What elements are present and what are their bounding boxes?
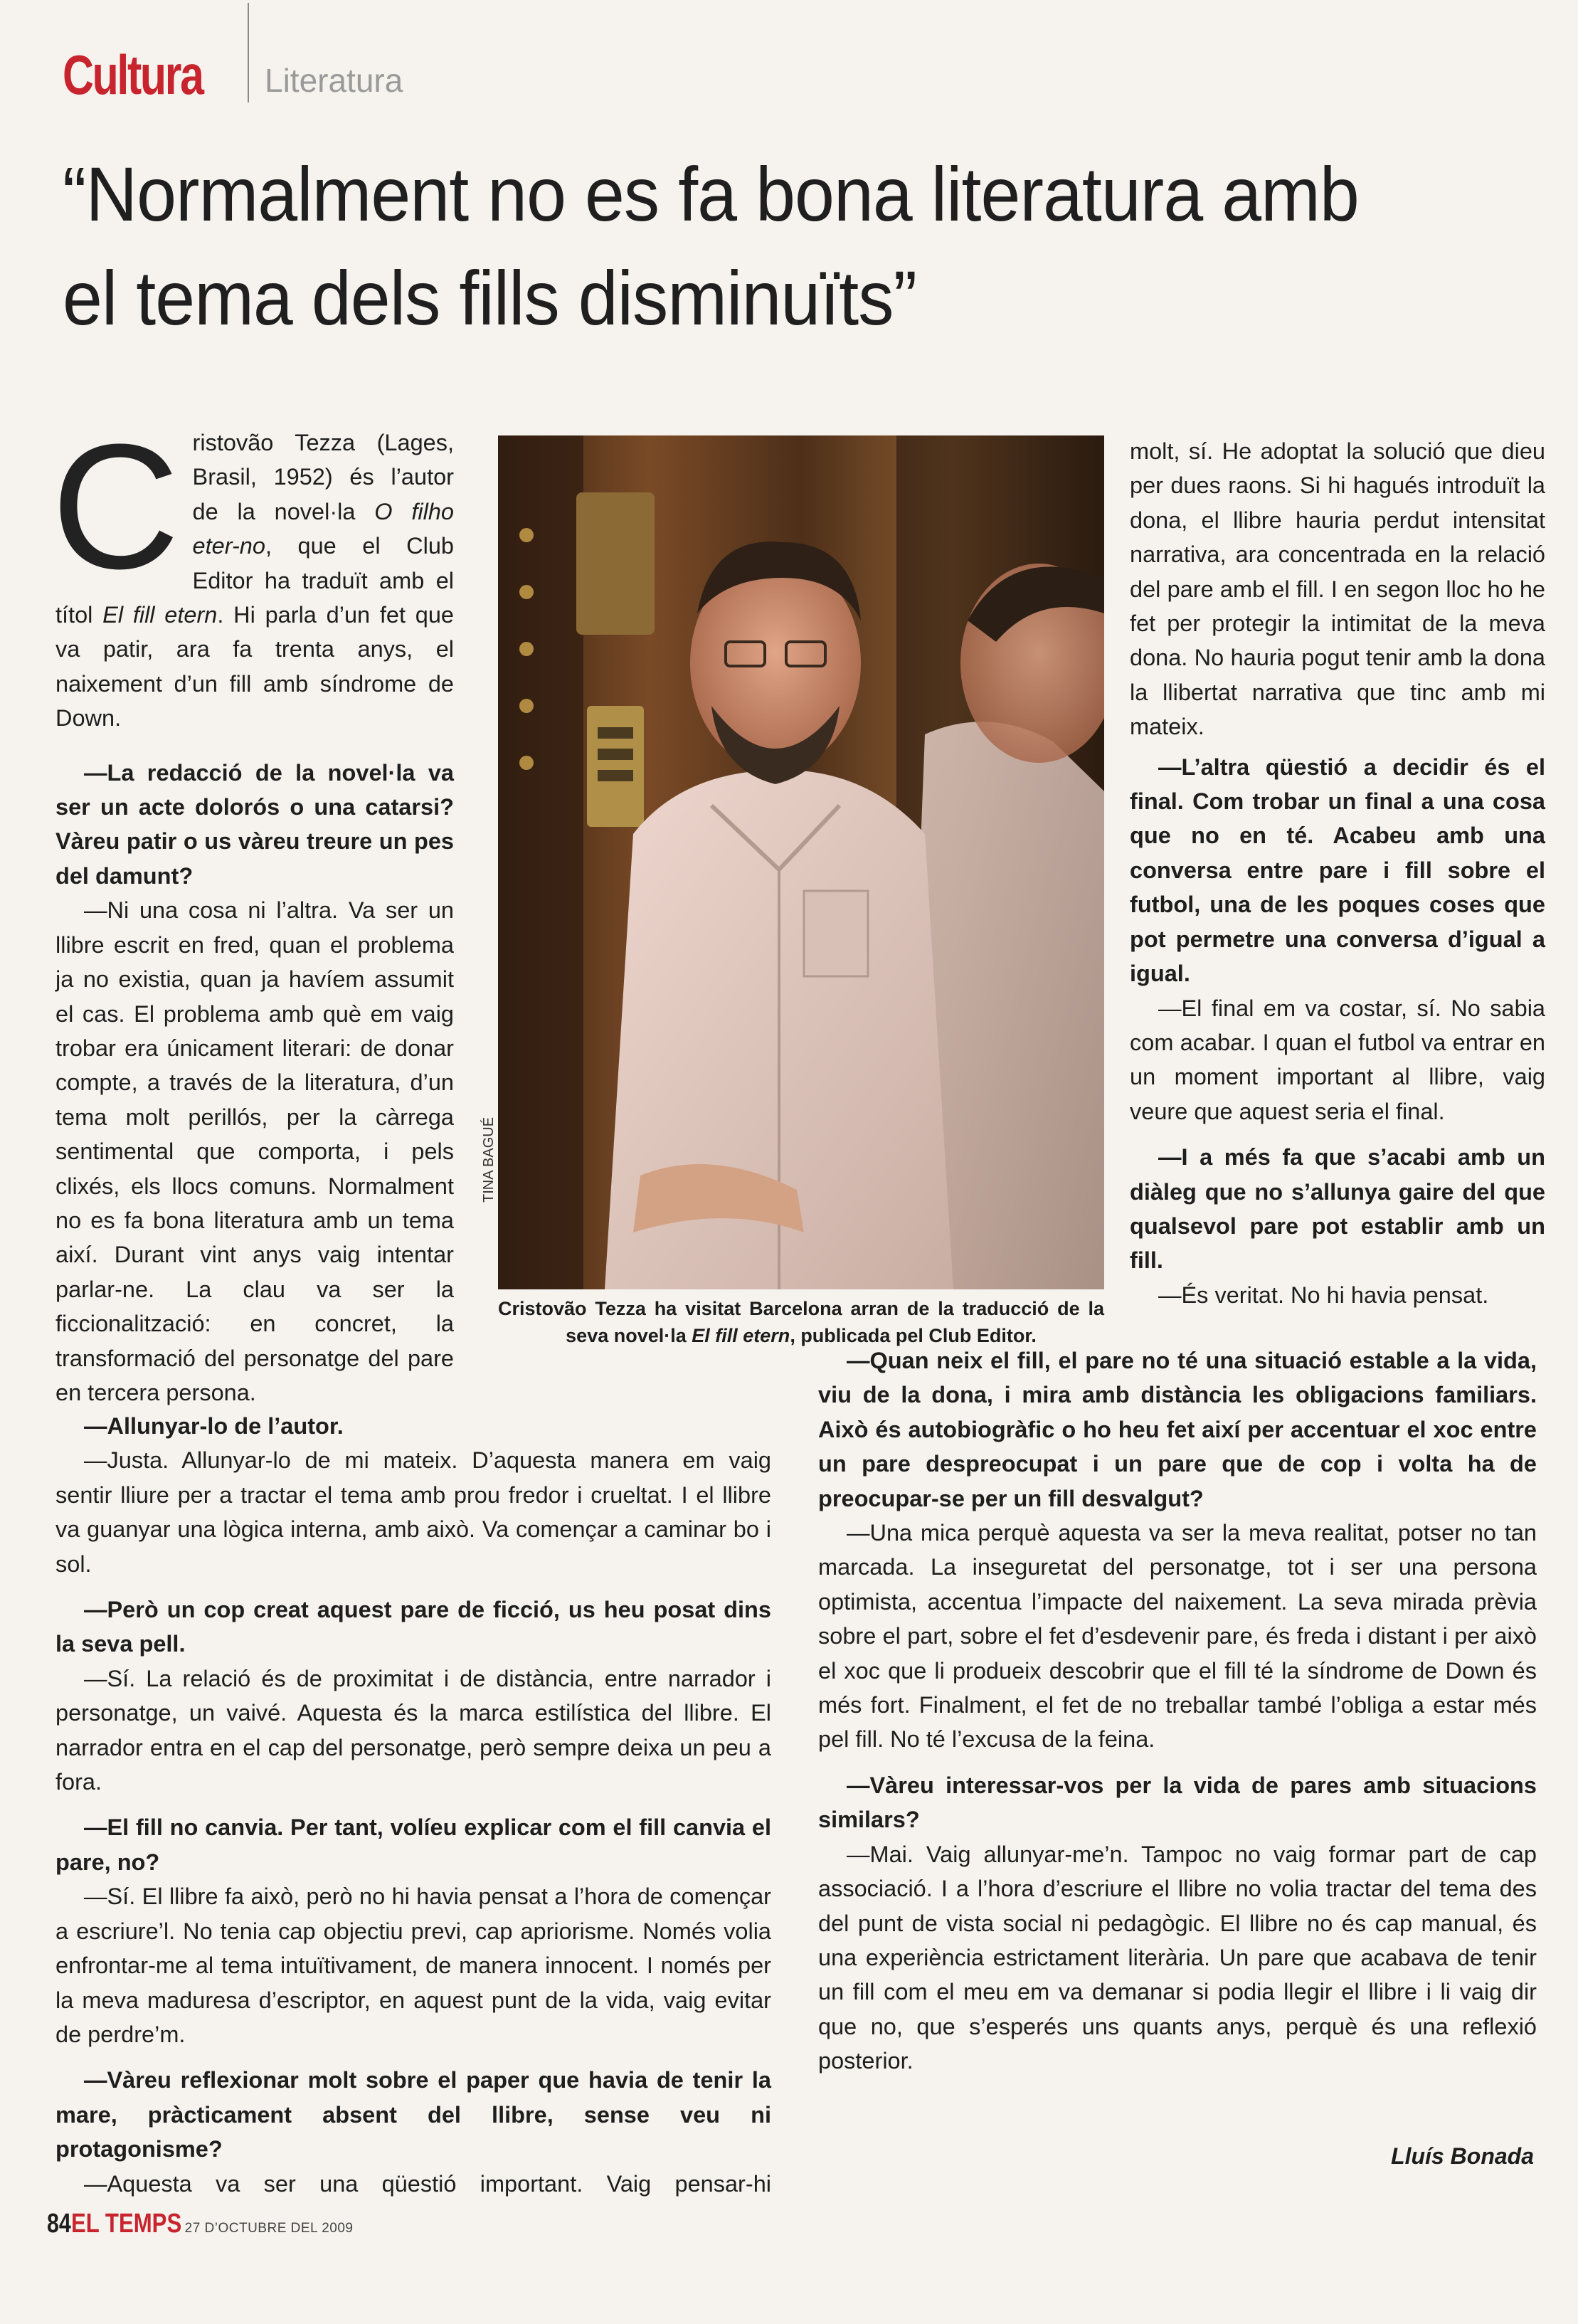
page-footer	[47, 2209, 353, 2239]
intro-paragraph: Cristovão Tezza (Lages, Brasil, 1952) és l’autor de la novel·la O filho eter-no, que el Club Editor ha traduït amb el títol El fill etern. Hi parla d’un fet que va patir, ara fa trenta anys, el naixement d’un fill amb síndrome de Down.	[51, 407, 454, 731]
magazine-name: EL TEMPS	[71, 2209, 182, 2239]
article-headline: “Normalment no es fa bona literatura amb el tema dels fills disminuïts”	[63, 151, 1359, 341]
drop-cap: C	[51, 407, 180, 606]
answer-7: —És veritat. No hi havia pensat.	[1158, 1282, 1489, 1308]
section-header	[63, 31, 403, 106]
answer-5-start: —Aquesta va ser una qüestió important. Vaig pensar-hi	[84, 2170, 771, 2197]
section-subsection: Literatura	[265, 62, 403, 99]
author-photo	[498, 435, 1104, 1289]
right-column-lower	[818, 1343, 1537, 2079]
answer-2: —Justa. Allunyar-lo de mi mateix. D’aquesta manera em vaig sentir lliure per a tractar el tema amb prou fredor i crueltat. I el llibre va guanyar una lògica interna, amb això. Va començar a caminar bo i sol.	[55, 1447, 771, 1577]
section-name: Cultura	[63, 43, 203, 106]
answer-4: —Sí. El llibre fa això, però no hi havia pensat a l’hora de començar a escriure’l. No tenia cap objectiu previ, cap apriorisme. Només volia enfrontar-me al tema intuïtivament, de manera innocent. I només per la meva maduresa d’escriptor, en aquest punt de la vida, vaig evitar de perdre’m.	[55, 1884, 771, 2047]
answer-9: —Mai. Vaig allunyar-me’n. Tampoc no vaig formar part de cap associació. I a l’hora d’escriure el llibre no volia tractar del tema des del punt de vista social ni pedagògic. El llibre no és cap manual, és una experiència estrictament literària. Un pare que acabava de tenir un fill com el meu em va demanar si podia llegir el llibre i li vaig dir que no, que s’esperés uns quants anys, perquè és una reflexió posterior.	[818, 1841, 1537, 2074]
question-2: —Allunyar-lo de l’autor.	[84, 1413, 344, 1439]
page-number: 84	[47, 2209, 71, 2239]
right-column	[1130, 434, 1545, 1312]
photo-illustration	[498, 435, 1104, 1289]
question-6: —L’altra qüestió a decidir és el final. Com trobar un final a una cosa que no en té. Acabeu amb una conversa entre pare i fill sobre el futbol, una de les poques coses que pot permetre una conversa d’igual a igual.	[1130, 754, 1545, 987]
question-7: —I a més fa que s’acabi amb un diàleg que no s’allunya gaire del que qualsevol pare pot establir amb un fill.	[1130, 1144, 1545, 1274]
question-4: —El fill no canvia. Per tant, volíeu explicar com el fill canvia el pare, no?	[55, 1815, 771, 1875]
photo-caption: Cristovão Tezza ha visitat Barcelona arran de la traducció de la seva novel·la El fill etern, publicada pel Club Editor.	[498, 1298, 1104, 1346]
answer-1: —Ni una cosa ni l’altra. Va ser un llibre escrit en fred, quan el problema ja no existia, quan ja havíem assumit el cas. El problema amb què em vaig trobar era únicament literari: de donar compte, a través de la literatura, d’un tema molt perillós, per la càrrega sentimental que comporta, i pels clixés, els llocs comuns. Normalment no es fa bona literatura amb un tema així. Durant vint anys vaig intentar parlar-ne. La clau va ser la ficcionalització: en concret, la transformació del personatge del pare en tercera persona.	[55, 897, 454, 1405]
section-divider	[248, 3, 249, 102]
left-column	[51, 407, 454, 1410]
question-1: —La redacció de la novel·la va ser un acte dolorós o una catarsi? Vàreu patir o us vàreu treure un pes del damunt?	[55, 759, 454, 889]
answer-3: —Sí. La relació és de proximitat i de distància, entre narrador i personatge, un vaivé. Aquesta és la marca estilística del llibre. El narrador entra en el cap del personatge, però sempre deixa un peu a fora.	[55, 1665, 771, 1795]
answer-6: —El final em va costar, sí. No sabia com acabar. I quan el futbol va entrar en un moment important al llibre, vaig veure que aquest seria el final.	[1130, 995, 1545, 1124]
issue-date: 27 D’OCTUBRE DEL 2009	[184, 2221, 354, 2236]
question-5: —Vàreu reflexionar molt sobre el paper que havia de tenir la mare, pràcticament absent del llibre, sense veu ni protagonisme?	[55, 2067, 771, 2162]
question-8: —Quan neix el fill, el pare no té una situació estable a la vida, viu de la dona, i mira amb distància les obligacions familiars. Això és autobiogràfic o ho heu fet així per accentuar el xoc entre un pare despreocupat i un pare que de cop i volta ha de preocupar-se per un fill desvalgut?	[818, 1348, 1537, 1511]
question-9: —Vàreu interessar-vos per la vida de pares amb situacions similars?	[818, 1772, 1537, 1833]
question-3: —Però un cop creat aquest pare de ficció, us heu posat dins la seva pell.	[55, 1597, 771, 1657]
answer-5-end: molt, sí. He adoptat la solució que dieu per dues raons. Si hi hagués introduït la dona, el llibre hauria perdut intensitat narrativa, ara concentrada en la relació del pare amb el fill. I en segon lloc ho he fet per protegir la intimitat de la meva dona. No hauria pogut tenir amb la dona la llibertat narrativa que tinc amb mi mateix.	[1130, 438, 1545, 740]
author-byline: Lluís Bonada	[1391, 2143, 1534, 2169]
photo-credit: TINA BAGUÉ	[481, 1116, 497, 1203]
answer-8: —Una mica perquè aquesta va ser la meva realitat, potser no tan marcada. La inseguretat del personatge, tot i ser una persona optimista, accentua l’impacte del naixement. La seva mirada prèvia sobre el part, sobre el fet d’esdevenir pare, és freda i distant i per això el xoc que li produeix descobrir que el fill té la síndrome de Down és més fort. Finalment, el fet de no treballar també l’obliga a estar més pel fill. No té l’excusa de la feina.	[818, 1520, 1537, 1753]
left-column-lower	[55, 1409, 771, 2201]
